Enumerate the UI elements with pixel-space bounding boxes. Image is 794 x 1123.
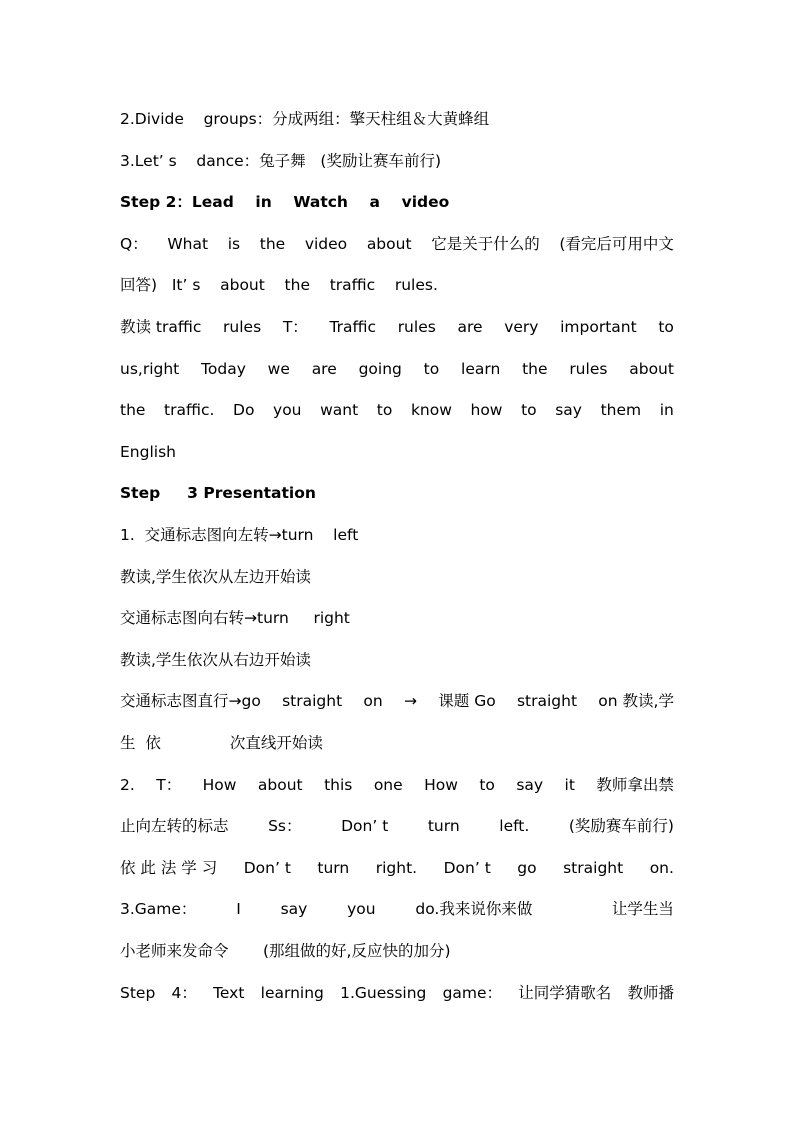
line-word: 1.Guessing xyxy=(340,983,427,1002)
line-word: Don’ t xyxy=(443,858,491,877)
text-line xyxy=(120,770,674,800)
text-line xyxy=(120,894,674,924)
line-word: you xyxy=(347,900,376,919)
line-word: 课题 Go xyxy=(438,692,496,711)
line-word: to xyxy=(376,401,393,420)
line-word: want xyxy=(320,401,359,420)
line-word: straight xyxy=(563,858,624,877)
line-word: we xyxy=(267,359,290,378)
line-word: on xyxy=(363,692,383,711)
line-word: to xyxy=(658,318,674,336)
text-line: 交通标志图向右转→turn right xyxy=(120,609,350,628)
text-line: Step 2：Lead in Watch a video xyxy=(120,193,450,212)
line-word: What xyxy=(167,234,209,253)
line-word: rules xyxy=(223,318,262,336)
line-word: 交通标志图直行→go xyxy=(120,692,261,711)
line-word: rules xyxy=(397,318,436,336)
line-word: straight xyxy=(516,692,578,711)
text-line xyxy=(120,395,674,425)
line-word: to xyxy=(479,775,495,794)
line-word: I xyxy=(236,900,241,919)
line-word: you xyxy=(273,401,302,420)
line-word: 教师播 xyxy=(627,983,674,1002)
line-word: the xyxy=(522,359,548,378)
line-word: 止向左转的标志 xyxy=(120,817,229,836)
text-line xyxy=(120,686,674,716)
line-word: is xyxy=(227,234,241,253)
line-word: to xyxy=(423,359,440,378)
line-word: turn xyxy=(317,858,350,877)
line-word: go xyxy=(517,858,537,877)
line-word: T： xyxy=(156,775,182,794)
line-word: straight xyxy=(282,692,343,711)
line-word: Q： xyxy=(120,234,148,253)
line-word: going xyxy=(358,359,402,378)
line-word: traffic. xyxy=(164,401,215,420)
line-word: left. xyxy=(499,817,530,836)
line-word: one xyxy=(373,775,403,794)
line-word: on. xyxy=(649,858,674,877)
text-line xyxy=(120,354,674,384)
line-word: important xyxy=(560,318,637,336)
line-word: the xyxy=(259,234,286,253)
text-line: 小老师来发命令 (那组做的好,反应快的加分) xyxy=(120,942,451,960)
line-word: turn xyxy=(427,817,460,836)
line-word: us,right xyxy=(120,359,180,378)
text-line: 3.Let’ s dance：兔子舞 (奖励让赛车前行) xyxy=(120,151,441,170)
line-word: 让同学猜歌名 xyxy=(518,983,612,1002)
text-line xyxy=(120,229,674,259)
text-line: English xyxy=(120,442,176,461)
line-word: in xyxy=(659,401,674,420)
line-word: Do xyxy=(233,401,255,420)
line-word: 3.Game： xyxy=(120,900,197,919)
line-word: Ss： xyxy=(268,817,302,836)
line-word: Traffic xyxy=(329,318,377,336)
line-word: → xyxy=(404,692,417,711)
line-word: learning xyxy=(260,983,324,1002)
line-word: them xyxy=(600,401,642,420)
text-line: 生 依 次直线开始读 xyxy=(120,734,323,752)
line-word: are xyxy=(311,359,337,378)
line-word: about xyxy=(366,234,412,253)
line-word: do.我来说你来做 xyxy=(415,900,533,919)
line-word: 2. xyxy=(120,775,135,794)
line-word: 4： xyxy=(171,983,197,1002)
line-word: know xyxy=(410,401,452,420)
text-line: 教读,学生依次从右边开始读 xyxy=(120,650,311,669)
line-word: How xyxy=(424,775,458,794)
line-word: 教读 traffic xyxy=(120,318,202,336)
line-word: on 教读,学 xyxy=(598,692,674,711)
line-word: it xyxy=(564,775,575,794)
line-word: about xyxy=(629,359,674,378)
line-word: Step xyxy=(120,983,156,1002)
line-word: video xyxy=(304,234,348,253)
line-word: learn xyxy=(461,359,501,378)
line-word: 依 此 法 学 习 xyxy=(120,858,218,877)
line-word: Don’ t xyxy=(243,858,291,877)
text-line: 回答) It’ s about the traffic rules. xyxy=(120,276,438,295)
line-word: right. xyxy=(375,858,418,877)
text-line: Step 3 Presentation xyxy=(120,484,316,503)
line-word: 让学生当 xyxy=(611,900,674,919)
text-line: 2.Divide groups：分成两组：擎天柱组＆大黄蜂组 xyxy=(120,110,490,128)
line-word: this xyxy=(324,775,353,794)
line-word: say xyxy=(516,775,544,794)
line-word: say xyxy=(280,900,308,919)
line-word: 它是关于什么的 xyxy=(431,234,540,253)
line-word: game： xyxy=(442,983,503,1002)
text-line: 教读,学生依次从左边开始读 xyxy=(120,567,311,586)
line-word: Text xyxy=(213,983,245,1002)
text-line xyxy=(120,853,674,883)
line-word: very xyxy=(504,318,539,336)
line-word: about xyxy=(257,775,303,794)
text-line xyxy=(120,811,674,841)
line-word: (看完后可用中文 xyxy=(559,234,674,253)
text-line xyxy=(120,312,674,342)
line-word: rules xyxy=(569,359,608,378)
line-word: How xyxy=(202,775,237,794)
line-word: T： xyxy=(282,318,308,336)
line-word: are xyxy=(457,318,483,336)
text-line xyxy=(120,978,674,1008)
line-word: the xyxy=(120,401,146,420)
line-word: Today xyxy=(201,359,246,378)
line-word: Don’ t xyxy=(341,817,389,836)
line-word: how xyxy=(470,401,503,420)
line-word: 教师拿出禁 xyxy=(596,775,674,794)
line-word: to xyxy=(521,401,537,420)
text-line: 1. 交通标志图向左转→turn left xyxy=(120,526,359,544)
line-word: say xyxy=(555,401,582,420)
line-word: (奖励赛车前行) xyxy=(568,817,674,836)
